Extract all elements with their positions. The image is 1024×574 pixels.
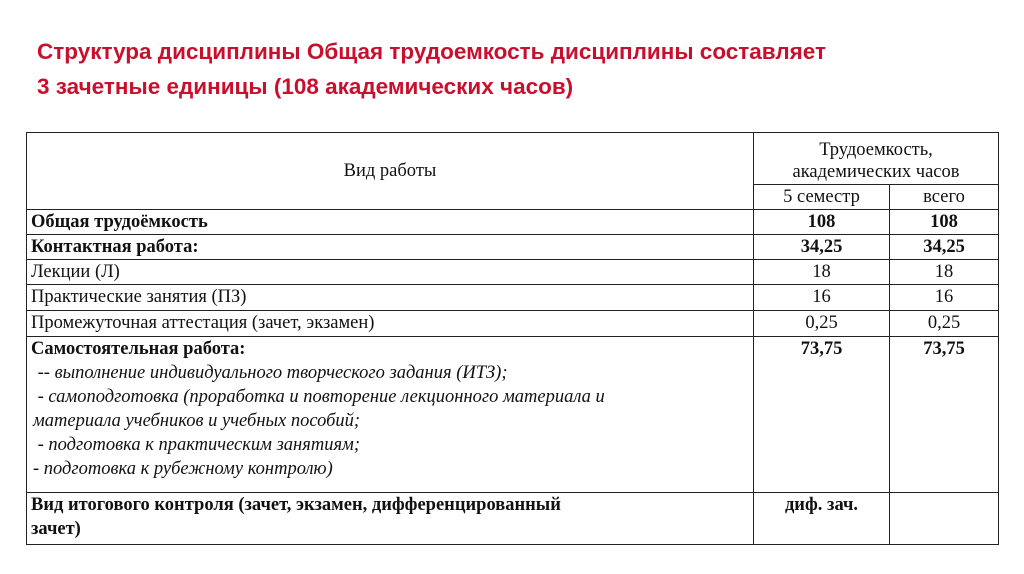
independent-item: -- выполнение индивидуального творческого задания (ИТЗ); <box>33 363 508 383</box>
row-label: Практические занятия (ПЗ) <box>27 285 754 311</box>
table-row <box>27 260 999 285</box>
title-line-1: Структура дисциплины Общая трудоемкость дисциплины составляет <box>37 39 827 64</box>
table-row <box>27 285 999 311</box>
slide-title <box>37 34 997 104</box>
title-line-2: 3 зачетные единицы (108 академических часов) <box>37 74 574 99</box>
header-total: всего <box>890 185 999 210</box>
row-total-value: 108 <box>890 210 999 235</box>
row-total-value: 0,25 <box>890 311 999 337</box>
row-total-value: 18 <box>890 260 999 285</box>
row-label: Общая трудоёмкость <box>27 210 754 235</box>
row-semester-value: 18 <box>754 260 890 285</box>
final-control-row <box>27 493 999 545</box>
independent-item: материала учебников и учебных пособий; <box>33 411 361 431</box>
table-row <box>27 210 999 235</box>
independent-work-cell <box>27 337 754 493</box>
row-semester-value: 108 <box>754 210 890 235</box>
independent-semester-value: 73,75 <box>754 337 890 493</box>
row-total-value: 16 <box>890 285 999 311</box>
header-labor-line-2: академических часов <box>792 162 960 182</box>
header-labor-line-1: Трудоемкость, <box>819 140 933 160</box>
independent-total-value: 73,75 <box>890 337 999 493</box>
independent-item: - подготовка к рубежному контролю) <box>33 459 333 479</box>
header-labor <box>754 133 999 185</box>
row-label: Контактная работа: <box>27 235 754 260</box>
table-row <box>27 235 999 260</box>
independent-work-row <box>27 337 999 493</box>
row-semester-value: 34,25 <box>754 235 890 260</box>
independent-item: - самоподготовка (проработка и повторение лекционного материала и <box>33 387 605 407</box>
header-row <box>27 133 999 185</box>
row-semester-value: 0,25 <box>754 311 890 337</box>
final-control-semester-value: диф. зач. <box>754 493 890 545</box>
final-control-total-value <box>890 493 999 545</box>
final-control-label-line-2: зачет) <box>31 519 81 539</box>
final-control-label-line-1: Вид итогового контроля (зачет, экзамен, дифференцированный <box>31 495 561 515</box>
independent-item: - подготовка к практическим занятиям; <box>33 435 361 455</box>
row-total-value: 34,25 <box>890 235 999 260</box>
row-semester-value: 16 <box>754 285 890 311</box>
discipline-structure-table <box>26 132 999 545</box>
row-label: Лекции (Л) <box>27 260 754 285</box>
table-row <box>27 311 999 337</box>
independent-work-label: Самостоятельная работа: <box>31 339 246 359</box>
row-label: Промежуточная аттестация (зачет, экзамен) <box>27 311 754 337</box>
final-control-cell <box>27 493 754 545</box>
header-semester: 5 семестр <box>754 185 890 210</box>
header-work-type: Вид работы <box>27 133 754 210</box>
